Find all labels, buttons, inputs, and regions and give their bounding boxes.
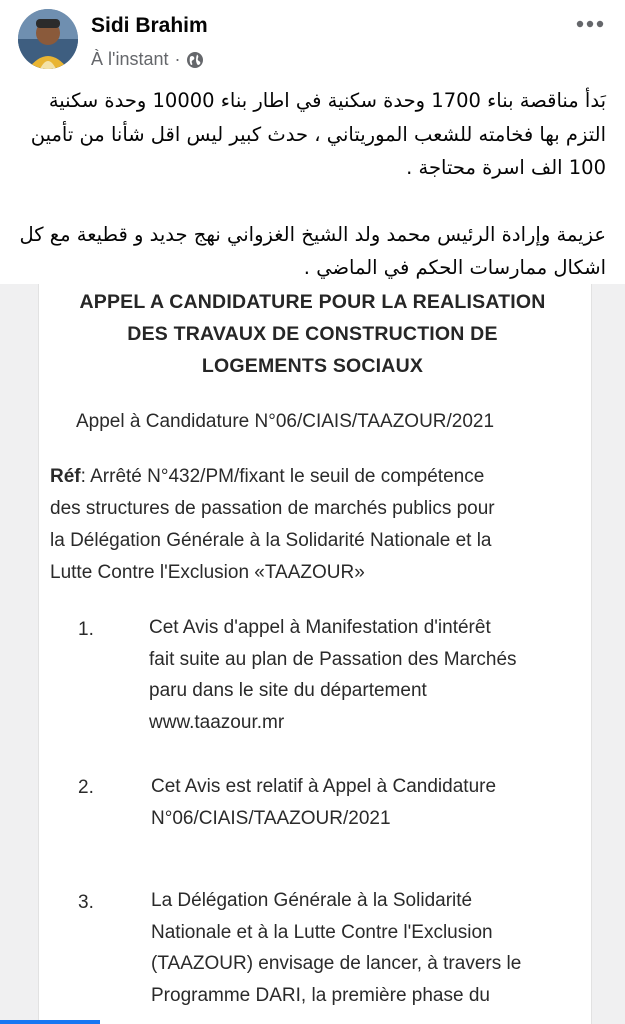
item-line: Cet Avis d'appel à Manifestation d'intérêt: [149, 617, 491, 638]
post-paragraph: عزيمة وإرادة الرئيس محمد ولد الشيخ الغزواني نهج جديد و قطيعة مع كل اشكال ممارسات الحكم في الماضي .: [19, 222, 606, 279]
title-line: DES TRAVAUX DE CONSTRUCTION DE: [127, 323, 498, 345]
item-number: 1.: [78, 619, 94, 640]
post-time[interactable]: À l'instant: [91, 49, 169, 69]
document-content: [0, 284, 625, 1024]
author-name[interactable]: Sidi Brahim: [91, 14, 208, 37]
title-line: LOGEMENTS SOCIAUX: [201, 355, 424, 377]
ref-line: la Délégation Générale à la Solidarité Nationale et la: [50, 530, 492, 551]
document-title: [0, 286, 625, 382]
globe-icon: [186, 51, 204, 69]
more-options-icon[interactable]: [573, 14, 607, 34]
item-line: Programme DARI, la première phase du: [151, 984, 490, 1006]
ref-line: des structures de passation de marchés publics pour: [50, 498, 495, 519]
item-number: 2.: [78, 777, 94, 798]
item-line: Nationale et à la Lutte Contre l'Exclusion: [151, 921, 493, 943]
ref-line: Lutte Contre l'Exclusion «TAAZOUR»: [50, 562, 365, 583]
item-line: www.taazour.mr: [149, 711, 285, 733]
post-header: [0, 0, 625, 80]
avatar[interactable]: [18, 9, 78, 69]
item-line: fait suite au plan de Passation des Marchés: [149, 648, 517, 670]
item-line: paru dans le site du département: [149, 680, 427, 701]
item-line: (TAAZOUR) envisage de lancer, à travers le: [151, 953, 522, 974]
ref-line: [50, 461, 484, 493]
post-image[interactable]: [0, 284, 625, 1024]
progress-indicator: [0, 1020, 100, 1024]
post-text: [16, 84, 606, 285]
appel-number: Appel à Candidature N°06/CIAIS/TAAZOUR/2021: [76, 411, 495, 432]
ref-label: Réf: [50, 466, 81, 487]
post-paragraph: بَدأ مناقصة بناء 1700 وحدة سكنية في اطار بناء 10000 وحدة سكنية التزم بها فخامته للشعب الموريتاني ، حدث كبير ليس اقل شأنا من تأمين 100 الف اسرة محتاجة .: [30, 89, 606, 179]
title-line: APPEL A CANDIDATURE POUR LA REALISATION: [79, 291, 546, 313]
post-meta: [91, 49, 204, 70]
item-number: 3.: [78, 892, 94, 913]
item-line: Cet Avis est relatif à Appel à Candidature: [151, 776, 497, 797]
item-line: N°06/CIAIS/TAAZOUR/2021: [151, 807, 391, 829]
ref-text: : Arrêté N°432/PM/fixant le seuil de compétence: [80, 466, 485, 487]
item-text: [151, 771, 496, 834]
meta-separator: ·: [174, 49, 181, 69]
item-text: [149, 612, 517, 738]
item-line: La Délégation Générale à la Solidarité: [151, 890, 473, 911]
item-text: [151, 885, 521, 1011]
